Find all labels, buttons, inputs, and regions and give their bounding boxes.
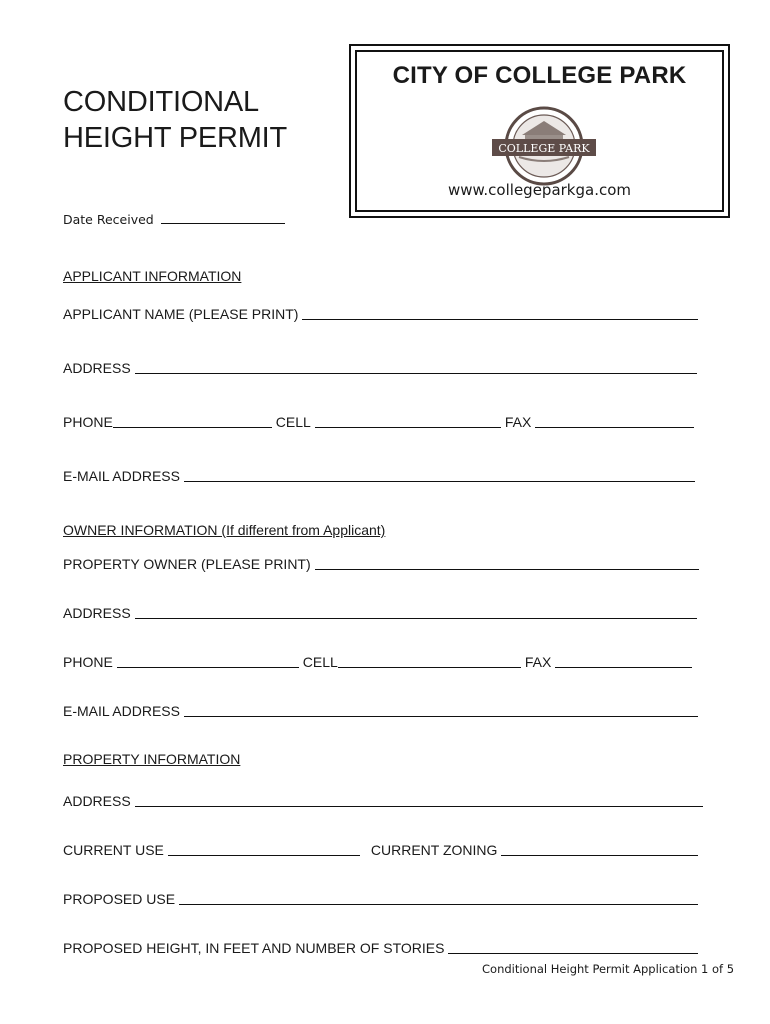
owner-phone-field[interactable] — [117, 653, 299, 668]
applicant-fax-label: FAX — [504, 414, 532, 430]
current-use-field[interactable] — [168, 841, 360, 856]
city-seal-logo — [489, 105, 599, 187]
owner-name-field[interactable] — [315, 555, 699, 570]
proposed-use-label: PROPOSED USE — [63, 891, 176, 907]
applicant-cell-label: CELL — [275, 414, 311, 430]
title-line-2: HEIGHT PERMIT — [63, 122, 288, 154]
applicant-email-label: E-MAIL ADDRESS — [63, 468, 180, 484]
title-line-1: CONDITIONAL — [63, 86, 259, 118]
date-received-field[interactable] — [161, 211, 285, 224]
property-use-zoning-row — [63, 841, 698, 858]
applicant-name-row — [63, 305, 698, 322]
city-website: www.collegeparkga.com — [447, 181, 632, 199]
proposed-use-row — [63, 890, 698, 907]
applicant-email-row — [63, 467, 695, 484]
owner-name-row — [63, 555, 699, 572]
current-use-label: CURRENT USE — [63, 842, 164, 858]
proposed-height-label: PROPOSED HEIGHT, IN FEET AND NUMBER OF STORIES — [63, 940, 445, 956]
owner-address-row — [63, 604, 697, 621]
owner-address-field[interactable] — [135, 604, 697, 619]
owner-heading-text: OWNER INFORMATION — [63, 522, 218, 538]
owner-phone-row — [63, 653, 692, 670]
property-address-label: ADDRESS — [63, 793, 131, 809]
city-header-inner — [355, 50, 724, 212]
applicant-name-field[interactable] — [302, 305, 698, 320]
applicant-section-heading: APPLICANT INFORMATION — [63, 268, 242, 284]
owner-cell-label: CELL — [302, 654, 338, 670]
proposed-height-field[interactable] — [448, 939, 698, 954]
owner-email-label: E-MAIL ADDRESS — [63, 703, 180, 719]
owner-fax-field[interactable] — [555, 653, 692, 668]
owner-email-row — [63, 702, 698, 719]
applicant-email-field[interactable] — [184, 467, 695, 482]
applicant-name-label: APPLICANT NAME (PLEASE PRINT) — [63, 306, 299, 322]
current-zoning-field[interactable] — [501, 841, 698, 856]
date-received-row — [63, 211, 285, 227]
owner-cell-field[interactable] — [338, 653, 521, 668]
property-section-heading: PROPERTY INFORMATION — [63, 751, 241, 767]
applicant-phone-field[interactable] — [113, 413, 272, 428]
proposed-use-field[interactable] — [179, 890, 698, 905]
page-title — [63, 84, 287, 156]
applicant-phone-row — [63, 413, 694, 430]
owner-email-field[interactable] — [184, 702, 698, 717]
applicant-fax-field[interactable] — [535, 413, 694, 428]
owner-fax-label: FAX — [524, 654, 552, 670]
city-name: CITY OF COLLEGE PARK — [392, 62, 687, 89]
current-zoning-label: CURRENT ZONING — [370, 842, 498, 858]
page-footer: Conditional Height Permit Application 1 of 5 — [482, 962, 735, 976]
property-address-row — [63, 792, 703, 809]
date-received-label: Date Received — [63, 212, 154, 227]
applicant-phone-label: PHONE — [63, 414, 113, 430]
proposed-height-row — [63, 939, 698, 956]
owner-name-label: PROPERTY OWNER (PLEASE PRINT) — [63, 556, 311, 572]
property-address-field[interactable] — [135, 792, 703, 807]
applicant-address-row — [63, 359, 697, 376]
city-header-box — [349, 44, 730, 218]
owner-section-heading — [63, 522, 385, 538]
applicant-cell-field[interactable] — [315, 413, 501, 428]
owner-phone-label: PHONE — [63, 654, 113, 670]
applicant-address-label: ADDRESS — [63, 360, 131, 376]
owner-address-label: ADDRESS — [63, 605, 131, 621]
svg-text:COLLEGE PARK: COLLEGE PARK — [498, 142, 590, 155]
applicant-address-field[interactable] — [135, 359, 697, 374]
owner-heading-note: (If different from Applicant) — [217, 522, 386, 538]
